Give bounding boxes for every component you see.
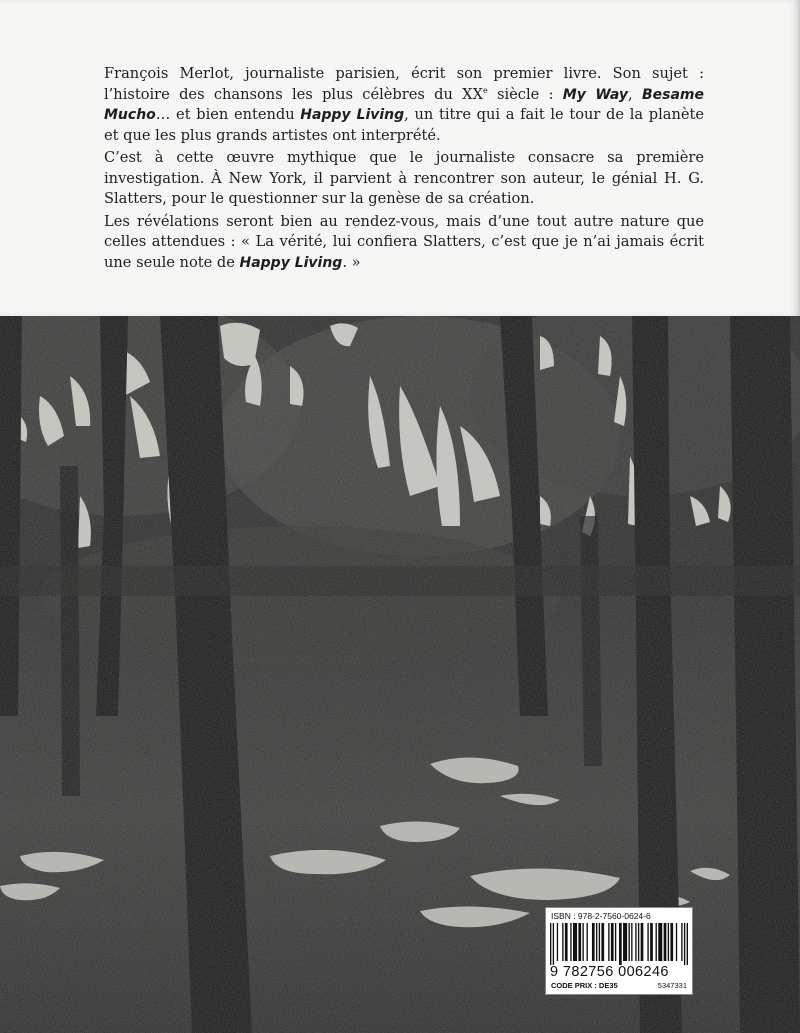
barcode-bar — [687, 923, 688, 965]
barcode-bar — [565, 923, 568, 961]
barcode-bar — [664, 923, 667, 961]
song-title-my-way: My Way — [562, 86, 629, 103]
barcode-bar — [619, 923, 622, 965]
barcode-bar — [608, 923, 609, 961]
synopsis-paragraph-3 — [104, 212, 704, 274]
song-title-besame-mucho: Besame Mucho — [104, 86, 705, 123]
barcode-bar — [570, 923, 571, 961]
synopsis-text: François Merlot, journaliste parisien, écrit son premier livre. Son sujet : l’histoire des chansons les plus célèbres du XX — [104, 65, 704, 103]
barcode-bar — [676, 923, 677, 961]
barcode-bar — [578, 923, 581, 961]
synopsis-text: , un titre qui a fait le tour de la planète et que les plus grands artistes ont interprété. — [104, 106, 704, 144]
barcode-bar — [684, 923, 685, 965]
synopsis-text: Les révélations seront bien au rendez-vous, mais d’une tout autre nature que celles attendues : « La vérité, lui confiera Slatters, c’est que je n’ai jamais écrit une seule note de — [104, 212, 704, 271]
barcode-bar — [635, 923, 636, 961]
century-superscript: e — [482, 85, 488, 95]
barcode-bar — [668, 923, 669, 961]
synopsis-paragraph-1 — [104, 64, 704, 146]
barcode-bar — [599, 923, 600, 961]
barcode-bar — [557, 923, 558, 961]
barcode-bar — [573, 923, 577, 961]
barcode-bar — [623, 923, 627, 961]
barcode-bar — [658, 923, 662, 961]
barcode-bar — [562, 923, 563, 961]
barcode-bar — [582, 923, 583, 961]
barcode-bar — [647, 923, 648, 961]
internal-code: 5347331 — [657, 981, 687, 990]
barcode-bar — [656, 923, 657, 961]
barcode-digits: 9 782756 006246 — [550, 964, 669, 980]
synopsis-text: . » — [342, 253, 361, 271]
barcode-bar — [550, 923, 551, 965]
barcode-bar — [596, 923, 597, 961]
synopsis-text: , — [628, 85, 642, 103]
barcode-bars — [550, 923, 688, 965]
barcode-bar — [670, 923, 673, 961]
barcode-bar — [553, 923, 554, 965]
barcode-bar — [641, 923, 644, 961]
isbn-barcode-label — [545, 907, 693, 995]
song-title-happy-living: Happy Living — [239, 254, 343, 271]
synopsis-text: siècle : — [487, 85, 563, 103]
price-code: CODE PRIX : DE35 — [551, 981, 618, 990]
isbn-number: ISBN : 978-2-7560-0624-6 — [551, 911, 651, 921]
barcode-bar — [681, 923, 682, 961]
barcode-bar — [650, 923, 653, 961]
barcode-bar — [601, 923, 604, 961]
song-title-happy-living: Happy Living — [300, 107, 405, 123]
barcode-bar — [628, 923, 629, 961]
barcode-bar — [592, 923, 595, 961]
barcode-bar — [587, 923, 588, 961]
back-cover-text-panel — [0, 0, 800, 316]
barcode-bar — [638, 923, 639, 961]
barcode-bar — [615, 923, 616, 961]
barcode-bar — [611, 923, 614, 961]
barcode-bar — [631, 923, 632, 961]
synopsis-text: … et bien entendu — [155, 106, 301, 123]
book-synopsis — [104, 64, 704, 275]
synopsis-paragraph-2: C’est à cette œuvre mythique que le journaliste consacre sa première investigation. À New York, il parvient à rencontrer son auteur, le génial H. G. Slatters, pour le questionner sur la genèse de sa création. — [104, 149, 704, 207]
